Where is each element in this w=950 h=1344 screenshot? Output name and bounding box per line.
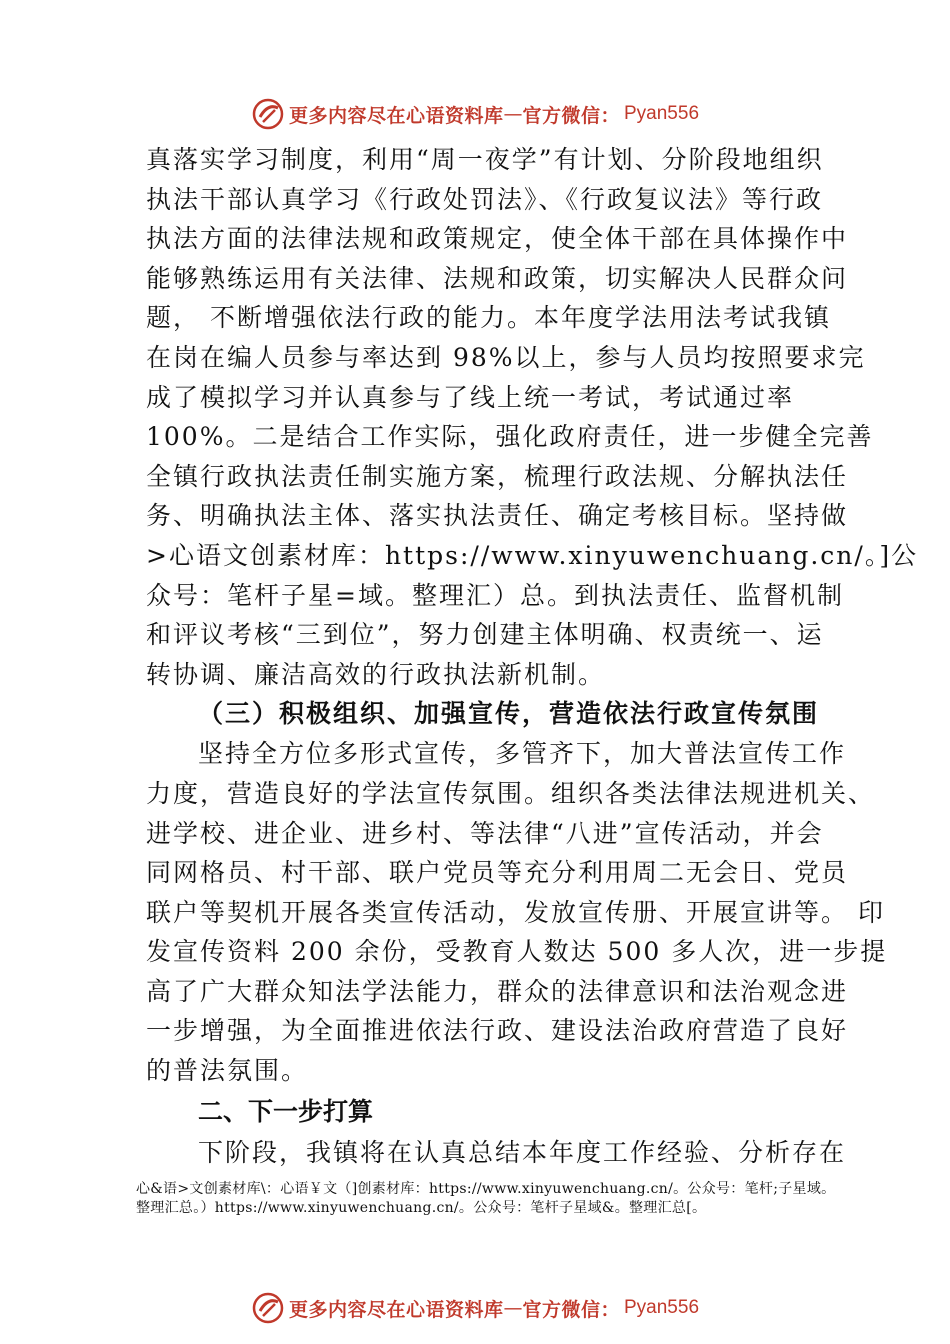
paragraph-1: [146, 140, 919, 694]
footnote-watermark: 心&语>文创素材库\：心语￥文（]创素材库：https://www.xinyuwenchuang.cn/。公众号：笔杆;子星域。整理汇总。）https://www.xinyuwenchuang.cn/。公众号：笔杆子星域&。整理汇总[。: [136, 1181, 836, 1216]
banner-title: 更多内容尽在心语资料库: [288, 104, 504, 127]
banner-account: Pyan556: [624, 1297, 700, 1318]
banner-official-label: 官方微信：: [522, 1298, 620, 1321]
banner-account: Pyan556: [624, 103, 700, 124]
text-line: 联户等契机开展各类宣传活动，发放宣传册、开展宣讲等。 印: [146, 897, 885, 927]
banner-dash: —: [503, 103, 523, 125]
text-line: 的普法氛围。: [146, 1056, 309, 1086]
text-line: 题， 不断增强依法行政的能力。本年度学法用法考试我镇: [146, 303, 831, 333]
text-line: 高了广大群众知法学法能力，群众的法律意识和法治观念进: [146, 976, 849, 1006]
banner-title: 更多内容尽在心语资料库: [288, 1298, 504, 1321]
text-line: 发宣传资料 200 余份，受教育人数达 500 多人次，进一步提: [146, 937, 888, 967]
text-line: 进学校、进企业、进乡村、等法律“八进”宣传活动，并会: [146, 818, 824, 848]
banner-dash: —: [503, 1297, 523, 1319]
text-line: 众号：笔杆子星=域。整理汇）总。到执法责任、监督机制: [146, 580, 844, 610]
section-subheading: （三）积极组织、加强宣传，营造依法行政宣传氛围: [198, 699, 820, 729]
text-line: 和评议考核“三到位”，努力创建主体明确、权责统一、运: [146, 620, 824, 650]
text-line: 执法干部认真学习《行政处罚法》、《行政复议法》等行政: [146, 184, 824, 214]
text-line: 100%。二是结合工作实际，强化政府责任，进一步健全完善: [146, 422, 874, 452]
text-line: 务、明确执法主体、落实执法责任、确定考核目标。坚持做: [146, 501, 849, 531]
banner-official-label: 官方微信：: [522, 104, 620, 127]
text-line: 下阶段，我镇将在认真总结本年度工作经验、分析存在: [198, 1137, 847, 1167]
text-line: 真落实学习制度，利用“周一夜学”有计划、分阶段地组织: [146, 145, 824, 174]
text-line: 在岗在编人员参与率达到 98%以上，参与人员均按照要求完: [146, 342, 866, 372]
text-line: 执法方面的法律法规和政策规定，使全体干部在具体操作中: [146, 224, 849, 254]
text-line: >心语文创素材库：https://www.xinyuwenchuang.cn/。]公: [146, 540, 919, 570]
footer-banner: [0, 1286, 950, 1330]
text-line: 力度，营造良好的学法宣传氛围。组织各类法律法规进机关、: [146, 778, 876, 808]
header-banner: [0, 92, 950, 136]
section-heading: 二、下一步打算: [198, 1096, 374, 1126]
paragraph-3: [146, 1133, 847, 1173]
text-line: 一步增强，为全面推进依法行政、建设法治政府营造了良好: [146, 1016, 849, 1046]
text-line: 坚持全方位多形式宣传，多管齐下，加大普法宣传工作: [198, 739, 847, 769]
document-body: [146, 140, 919, 1172]
text-line: 同网格员、村干部、联户党员等充分利用周二无会日、党员: [146, 858, 849, 888]
logo-icon: [251, 97, 285, 131]
text-line: 全镇行政执法责任制实施方案，梳理行政法规、分解执法任: [146, 461, 849, 491]
paragraph-2: [146, 734, 888, 1090]
text-line: 能够熟练运用有关法律、法规和政策，切实解决人民群众问: [146, 263, 849, 293]
text-line: 转协调、廉洁高效的行政执法新机制。: [146, 659, 606, 689]
text-line: 成了模拟学习并认真参与了线上统一考试，考试通过率: [146, 382, 795, 412]
logo-icon: [251, 1291, 285, 1325]
